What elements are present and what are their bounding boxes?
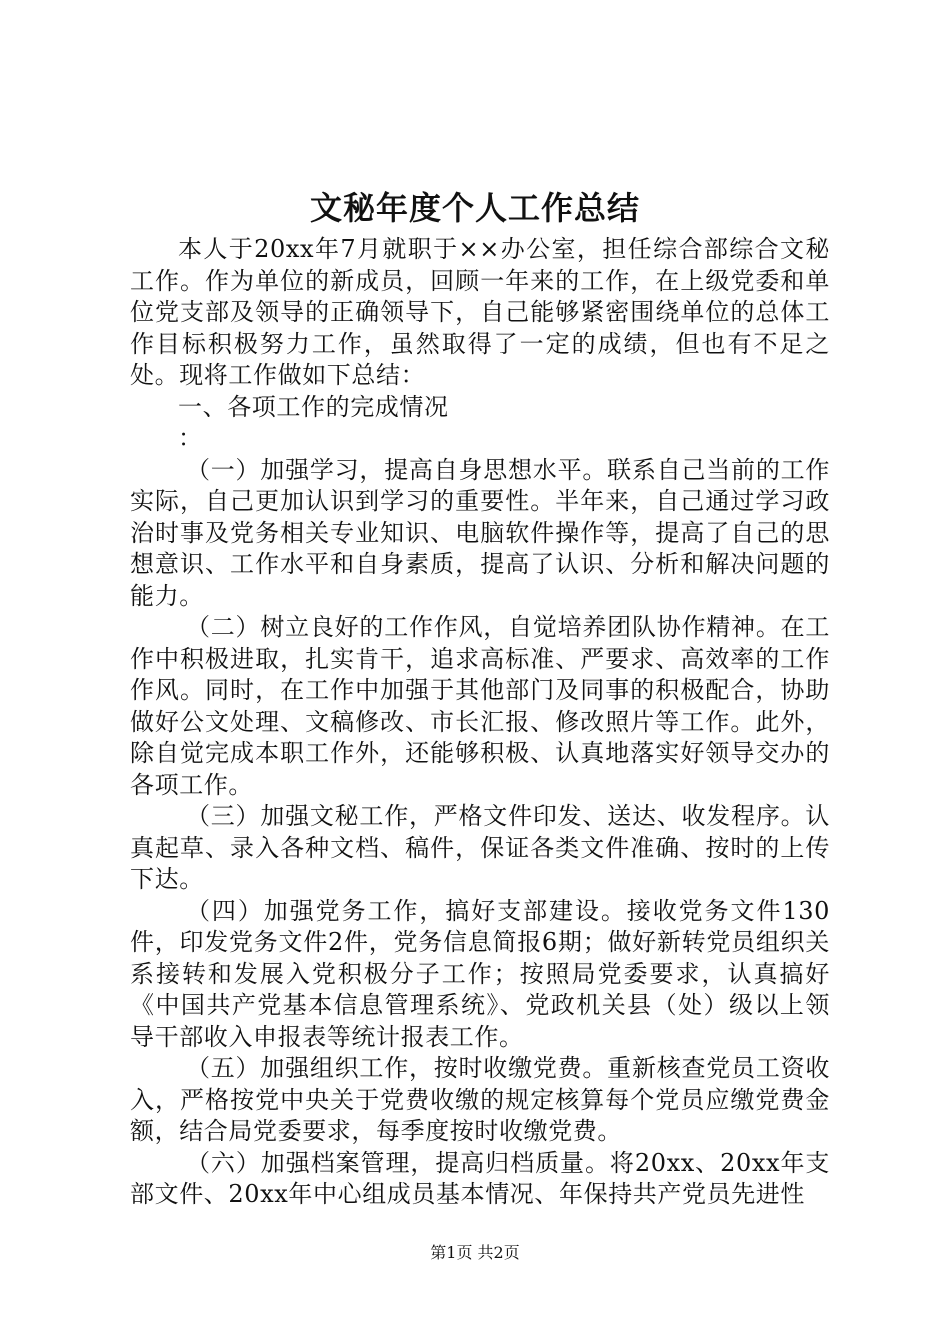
item-paragraph-5: （五）加强组织工作，按时收缴党费。重新核查党员工资收入，严格按党中央关于党费收缴的规定核算每个党员应缴党费金额，结合局党委要求，每季度按时收缴党费。 <box>130 1054 830 1145</box>
item-paragraph-1: （一）加强学习，提高自身思想水平。联系自己当前的工作实际，自己更加认识到学习的重要性。半年来，自己通过学习政治时事及党务相关专业知识、电脑软件操作等，提高了自己的思想意识、工作水平和自身素质，提高了认识、分析和解决问题的能力。 <box>130 455 830 610</box>
document-title: 文秘年度个人工作总结 <box>309 189 640 227</box>
item-paragraph-3: （三）加强文秘工作，严格文件印发、送达、收发程序。认真起草、录入各种文档、稿件，保证各类文件准确、按时的上传下达。 <box>130 802 830 893</box>
item-paragraph-4: （四）加强党务工作，搞好支部建设。接收党务文件130件，印发党务文件2件，党务信息简报6期；做好新转党员组织关系接转和发展入党积极分子工作；按照局党委要求，认真搞好《中国共产党基本信息管理系统》、党政机关县（处）级以上领导干部收入申报表等统计报表工作。 <box>130 896 830 1051</box>
section-colon: ： <box>178 424 202 452</box>
item-paragraph-6: （六）加强档案管理，提高归档质量。将20xx、20xx年支部文件、20xx年中心组成员基本情况、年保持共产党员先进性 <box>130 1148 830 1208</box>
document-body <box>130 234 830 1211</box>
item-paragraph-2: （二）树立良好的工作作风，自觉培养团队协作精神。在工作中积极进取，扎实肯干，追求高标准、严要求、高效率的工作作风。同时，在工作中加强于其他部门及同事的积极配合，协助做好公文处理、文稿修改、市长汇报、修改照片等工作。此外，除自觉完成本职工作外，还能够积极、认真地落实好领导交办的各项工作。 <box>130 613 830 799</box>
page-footer: 第1页 共2页 <box>430 1243 520 1262</box>
intro-paragraph: 本人于20xx年7月就职于××办公室，担任综合部综合文秘工作。作为单位的新成员，回顾一年来的工作，在上级党委和单位党支部及领导的正确领导下，自己能够紧密围绕单位的总体工作目标积极努力工作，虽然取得了一定的成绩，但也有不足之处。现将工作做如下总结： <box>130 235 830 389</box>
section-heading: 一、各项工作的完成情况 <box>178 392 449 421</box>
